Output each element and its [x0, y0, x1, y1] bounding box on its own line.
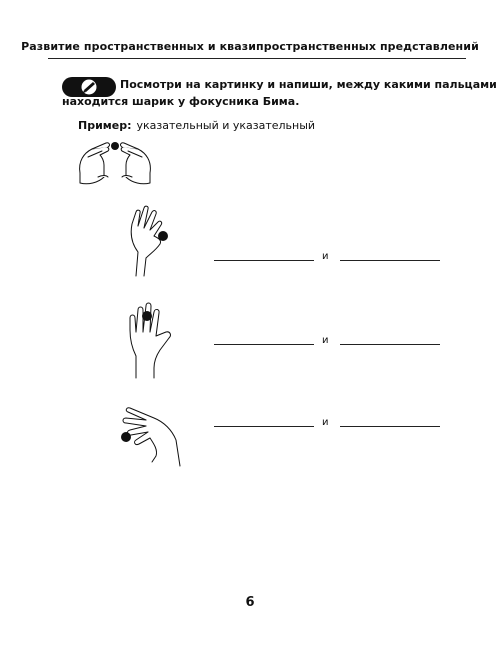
example-hands-illustration [74, 137, 156, 189]
conjunction-2: и [322, 335, 329, 346]
example-row [78, 119, 315, 132]
answer-line-2a[interactable] [214, 344, 314, 345]
answer-line-3b[interactable] [340, 426, 440, 427]
answer-line-1b[interactable] [340, 260, 440, 261]
hand-illustration-1 [122, 200, 178, 278]
conjunction-3: и [322, 417, 329, 428]
hand-illustration-3 [116, 400, 184, 468]
hand-illustration-2 [124, 300, 180, 380]
header-divider [48, 58, 466, 59]
ball [121, 432, 131, 442]
ball [158, 231, 168, 241]
instruction-line-1: Посмотри на картинку и напиши, между какими пальцами [120, 78, 497, 91]
answer-line-3a[interactable] [214, 426, 314, 427]
page-number: 6 [245, 595, 255, 610]
answer-line-2b[interactable] [340, 344, 440, 345]
ball [111, 142, 119, 150]
section-title: Развитие пространственных и квазипространственных представлений [21, 40, 479, 53]
instruction-line-2: находится шарик у фокусника Бима. [62, 95, 300, 108]
example-answer: указательный и указательный [136, 119, 316, 132]
example-label: Пример: [78, 119, 132, 132]
ball [142, 311, 152, 321]
write-task-icon [62, 77, 116, 97]
conjunction-1: и [322, 251, 329, 262]
answer-line-1a[interactable] [214, 260, 314, 261]
